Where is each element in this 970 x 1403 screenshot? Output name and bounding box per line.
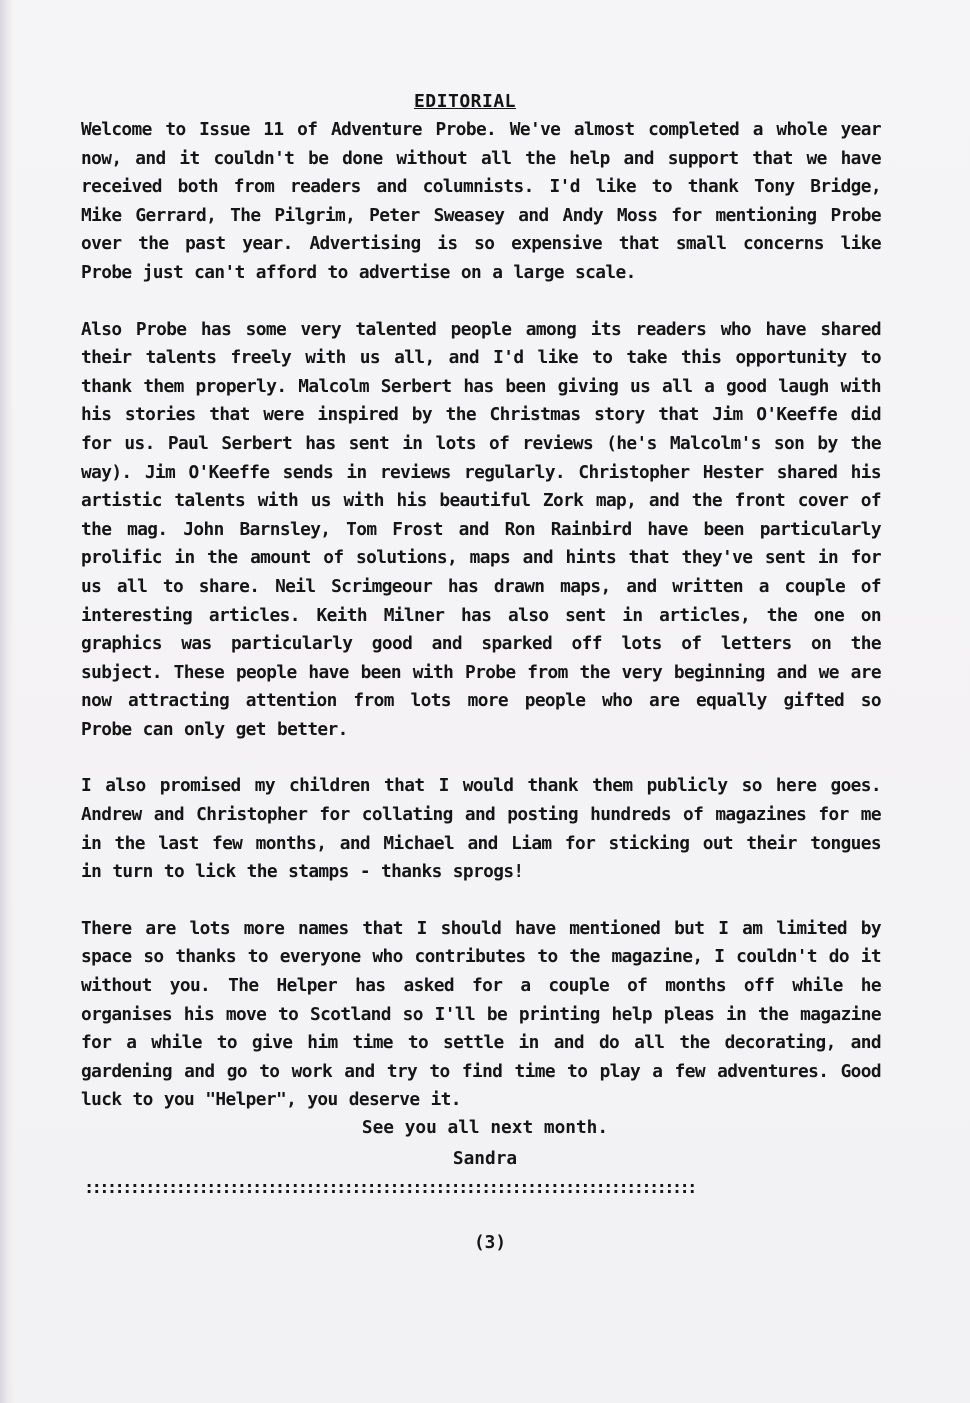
colon-divider: :::::::::::::::::::::::::::::::::::::::::::::::::::::::::::::::::::::::::::::::: <box>84 1178 695 1198</box>
signature-name: Sandra <box>452 1148 518 1169</box>
editorial-paragraph: There are lots more names that I should have mentioned but I am limited by space so thanks to everyone who contributes to the magazine, I couldn't do it without you. The Helper has asked for a couple of months off while he organises his move to Scotland so I'll be printing help pleas in the magazine for a while to give him time to settle in and do all the decorating, and gardening and go to work and try to find time to play a few adventures. Good luck to you "Helper", you deserve it. <box>81 917 881 1111</box>
editorial-title: EDITORIAL <box>413 91 517 112</box>
signoff-line: See you all next month. <box>361 1117 609 1138</box>
editorial-paragraph: I also promised my children that I would thank them publicly so here goes. Andrew and Christopher for collating and posting hundreds of magazines for me in the last few months, and Michael and Liam for sticking out their tongues in turn to lick the stamps - thanks sprogs! <box>81 775 881 883</box>
editorial-body <box>81 116 881 1143</box>
editorial-paragraph: Welcome to Issue 11 of Adventure Probe. We've almost completed a whole year now, and it couldn't be done without all the help and support that we have received both from readers and columnists. I'd like to thank Tony Bridge, Mike Gerrard, The Pilgrim, Peter Sweasey and Andy Moss for mentioning Probe over the past year. Advertising is so expensive that small concerns like Probe just can't afford to advertise on a large scale. <box>81 119 881 283</box>
page-binding-edge <box>0 0 14 1403</box>
editorial-paragraph: Also Probe has some very talented people among its readers who have shared their talents freely with us all, and I'd like to take this opportunity to thank them properly. Malcolm Serbert has been giving us all a good laugh with his stories that were inspired by the Christmas story that Jim O'Keeffe did for us. Paul Serbert has sent in lots of reviews (he's Malcolm's son by the way). Jim O'Keeffe sends in reviews regularly. Christopher Hester shared his artistic talents with us with his beautiful Zork map, and the front cover of the mag. John Barnsley, Tom Frost and Ron Rainbird have been particularly prolific in the amount of solutions, maps and hints that they've sent in for us all to share. Neil Scrimgeour has drawn maps, and written a couple of interesting articles. Keith Milner has also sent in articles, the one on graphics was particularly good and sparked off lots of letters on the subject. These people have been with Probe from the very beginning and we are now attracting attention from lots more people who are equally gifted so Probe can only get better. <box>81 318 881 740</box>
page-number: (3) <box>473 1232 507 1253</box>
